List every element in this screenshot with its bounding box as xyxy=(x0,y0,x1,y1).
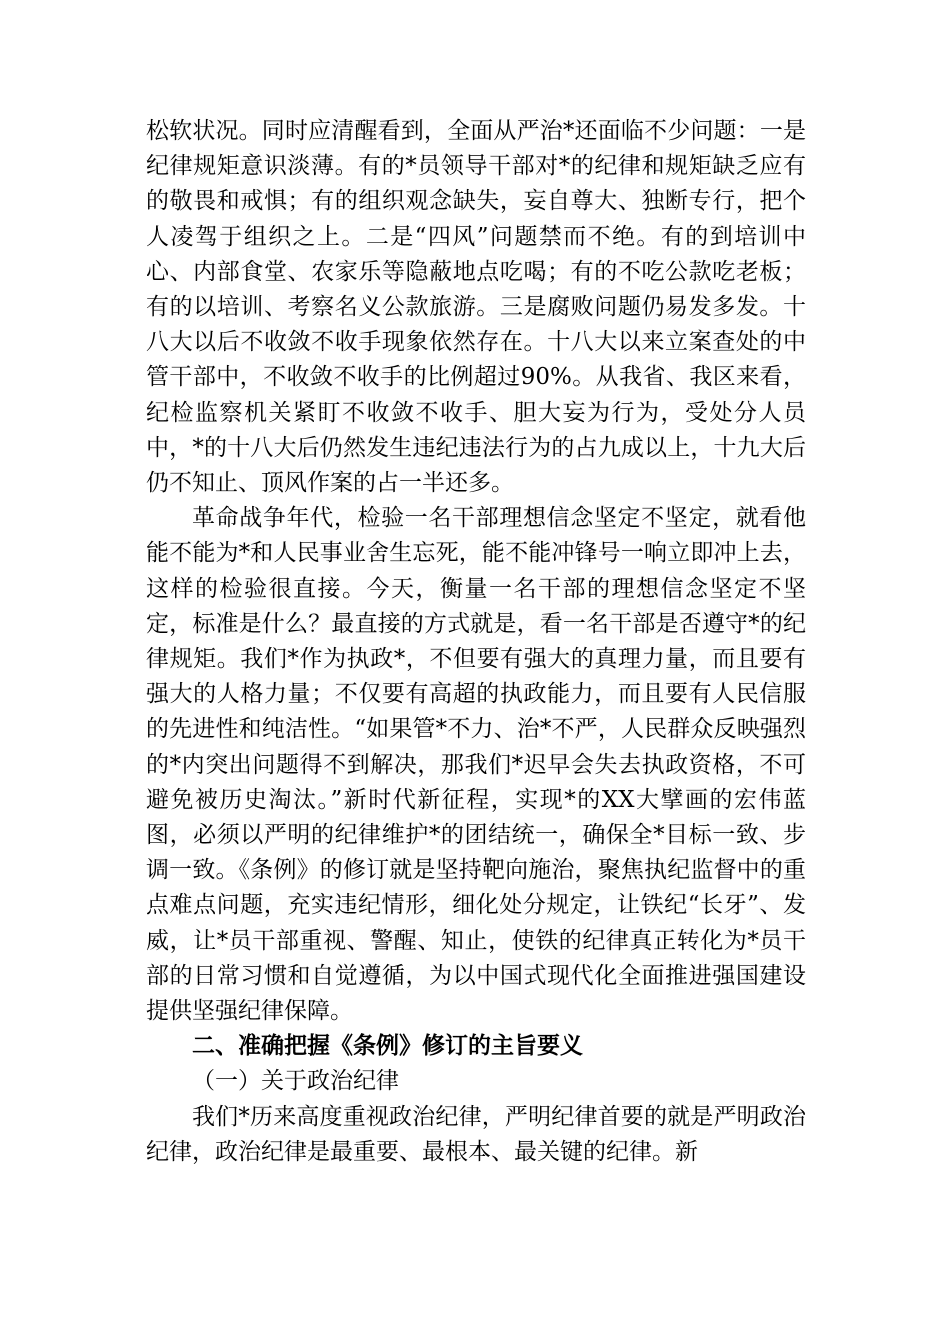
document-page xyxy=(146,114,806,1170)
body-paragraph: 我们*历来高度重视政治纪律，严明纪律首要的就是严明政治纪律，政治纪律是最重要、最根本、最关键的纪律。新 xyxy=(146,1103,806,1165)
section-heading: 二、准确把握《条例》修订的主旨要义 xyxy=(192,1033,583,1060)
body-paragraph-continued: 松软状况。同时应清醒看到，全面从严治*还面临不少问题：一是纪律规矩意识淡薄。有的*员领导干部对*的纪律和规矩缺乏应有的敬畏和戒惧；有的组织观念缺失，妄自尊大、独断专行，把个人凌驾于组织之上。二是“四风”问题禁而不绝。有的到培训中心、内部食堂、农家乐等隐蔽地点吃喝；有的不吃公款吃老板；有的以培训、考察名义公款旅游。三是腐败问题仍易发多发。十八大以后不收敛不收手现象依然存在。十八大以来立案查处的中管干部中，不收敛不收手的比例超过90%。从我省、我区来看，纪检监察机关紧盯不收敛不收手、胆大妄为行为，受处分人员中，*的十八大后仍然发生违纪违法行为的占九成以上，十九大后仍不知止、顶风作案的占一半还多。 xyxy=(146,118,806,497)
subsection-heading: （一）关于政治纪律 xyxy=(192,1068,399,1095)
body-paragraph: 革命战争年代，检验一名干部理想信念坚定不坚定，就看他能不能为*和人民事业舍生忘死，能不能冲锋号一响立即冲上去，这样的检验很直接。今天，衡量一名干部的理想信念坚定不坚定，标准是什么？最直接的方式就是，看一名干部是否遵守*的纪律规矩。我们*作为执政*，不但要有强大的真理力量，而且要有强大的人格力量；不仅要有高超的执政能力，而且要有人民信服的先进性和纯洁性。“如果管*不力、治*不严，人民群众反映强烈的*内突出问题得不到解决，那我们*迟早会失去执政资格，不可避免被历史淘汰。”新时代新征程，实现*的XX大擘画的宏伟蓝图，必须以严明的纪律维护*的团结统一，确保全*目标一致、步调一致。《条例》的修订就是坚持靶向施治，聚焦执纪监督中的重点难点问题，充实违纪情形，细化处分规定，让铁纪“长牙”、发威，让*员干部重视、警醒、知止，使铁的纪律真正转化为*员干部的日常习惯和自觉遵循，为以中国式现代化全面推进强国建设提供坚强纪律保障。 xyxy=(146,505,806,1025)
